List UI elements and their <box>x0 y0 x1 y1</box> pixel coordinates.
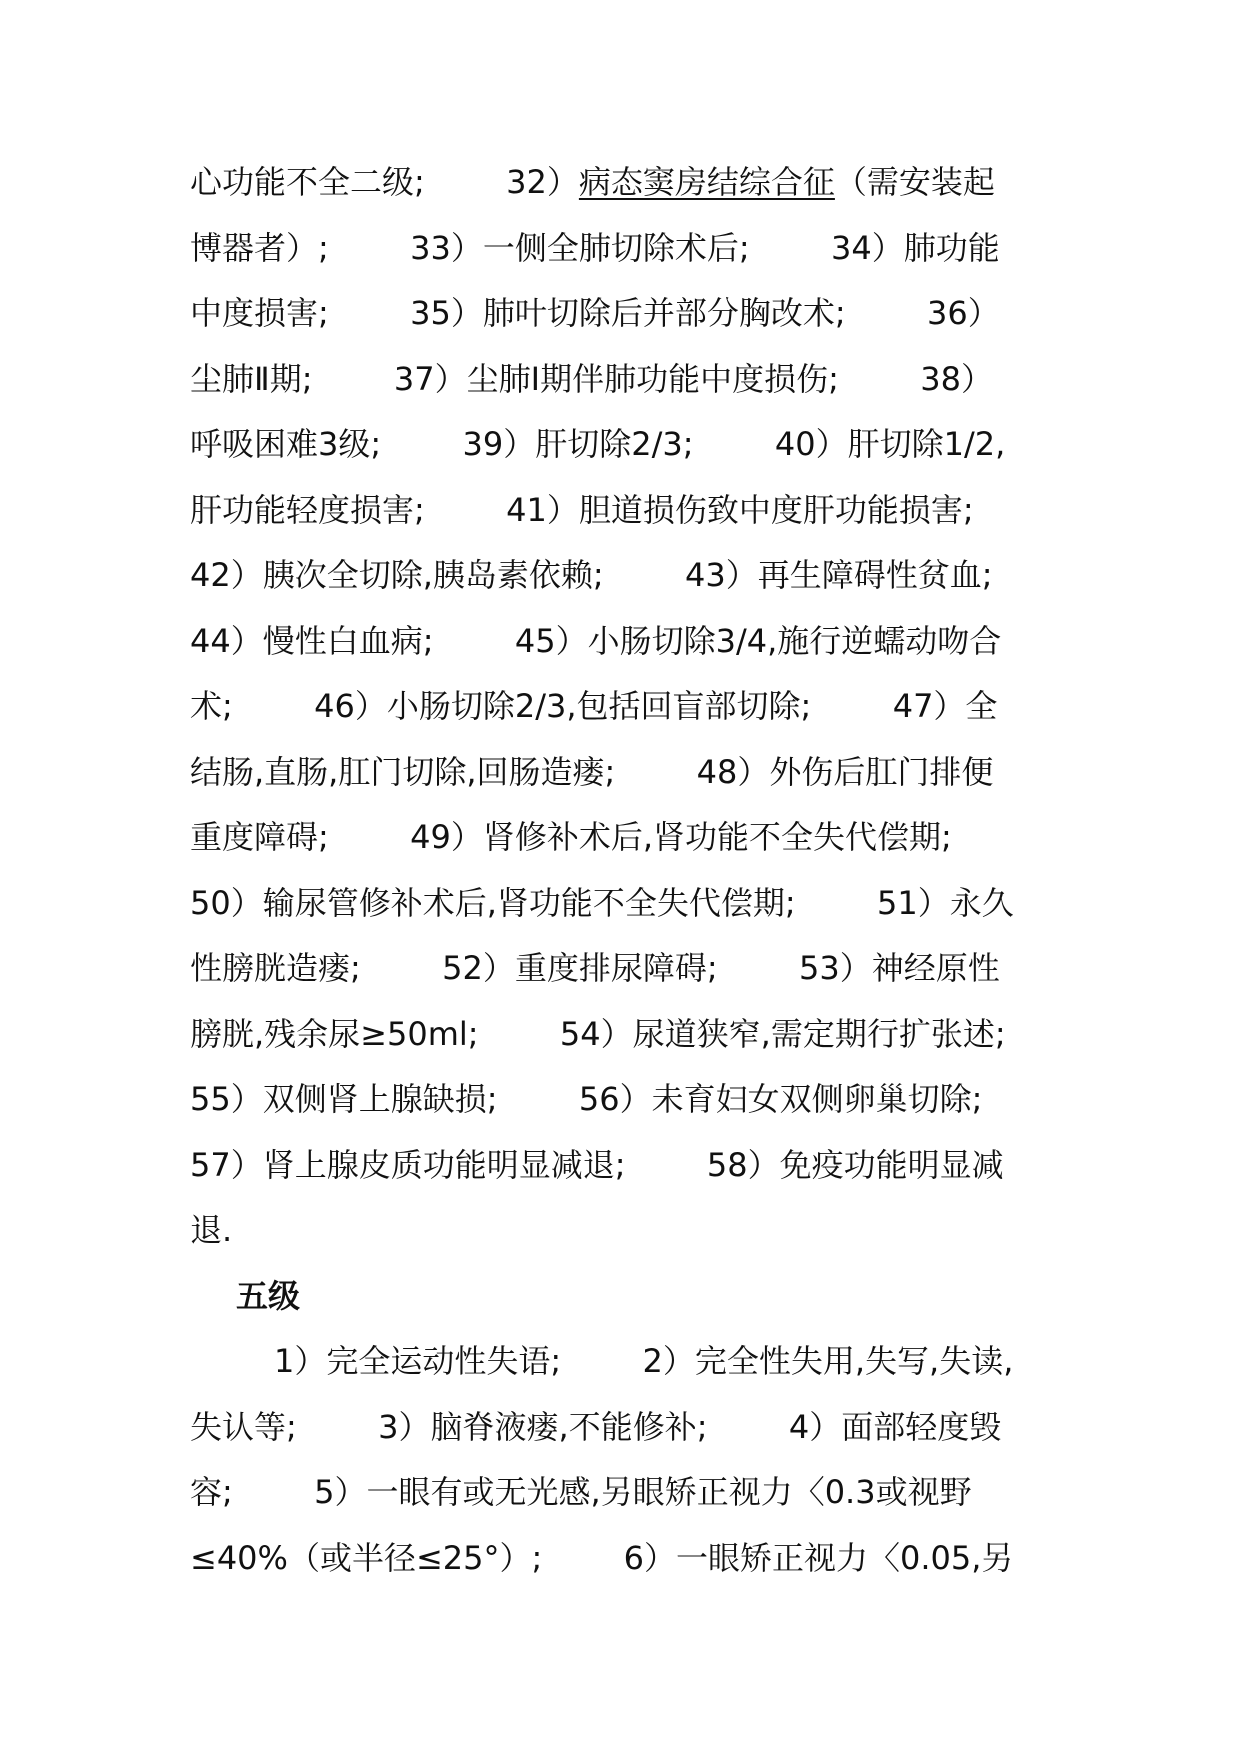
section-line-2: 失认等; 3）脑脊液瘘,不能修补; 4）面部轻度毁 <box>190 1407 1002 1446</box>
text-line-1 <box>190 150 1060 216</box>
text-line-6: 肝功能轻度损害; 41）胆道损伤致中度肝功能损害; <box>190 490 974 529</box>
line-suffix: （需安装起 <box>834 163 995 201</box>
document-page <box>190 150 1060 1591</box>
text-line-4: 尘肺Ⅱ期; 37）尘肺Ⅰ期伴肺功能中度损伤; 38） <box>190 359 993 398</box>
text-line-13: 性膀胱造瘘; 52）重度排尿障碍; 53）神经原性 <box>190 949 1000 987</box>
text-line-16: 57）肾上腺皮质功能明显减退; 58）免疫功能明显减 <box>190 1145 1004 1184</box>
line-prefix: 心功能不全二级; 32） <box>190 163 579 201</box>
text-line-9: 术; 46）小肠切除2/3,包括回盲部切除; 47）全 <box>190 687 998 725</box>
text-line-12: 50）输尿管修补术后,肾功能不全失代偿期; 51）永久 <box>190 883 1014 922</box>
underlined-term: 病态窦房结综合征 <box>578 163 835 201</box>
text-line-7: 42）胰次全切除,胰岛素依赖; 43）再生障碍性贫血; <box>190 556 993 594</box>
section-line-3: 容; 5）一眼有或无光感,另眼矫正视力〈0.3或视野 <box>190 1473 972 1511</box>
section-heading: 五级 <box>236 1276 301 1315</box>
text-line-17: 退. <box>190 1211 233 1249</box>
text-line-2: 博器者）; 33）一侧全肺切除术后; 34）肺功能 <box>190 228 1000 267</box>
text-line-3: 中度损害; 35）肺叶切除后并部分胸改术; 36） <box>190 294 1000 332</box>
text-line-8: 44）慢性白血病; 45）小肠切除3/4,施行逆蠕动吻合 <box>190 621 1002 660</box>
text-line-15: 55）双侧肾上腺缺损; 56）未育妇女双侧卵巢切除; <box>190 1080 983 1118</box>
text-line-11: 重度障碍; 49）肾修补术后,肾功能不全失代偿期; <box>190 818 952 856</box>
section-line-4: ≤40%（或半径≤25°）; 6）一眼矫正视力〈0.05,另 <box>190 1538 1014 1577</box>
text-line-10: 结肠,直肠,肛门切除,回肠造瘘; 48）外伤后肛门排便 <box>190 752 994 791</box>
text-line-14: 膀胱,残余尿≥50ml; 54）尿道狭窄,需定期行扩张述; <box>190 1014 1006 1053</box>
text-line-5: 呼吸困难3级; 39）肝切除2/3; 40）肝切除1/2, <box>190 425 1006 463</box>
section-line-1: 1）完全运动性失语; 2）完全性失用,失写,失读, <box>274 1342 1014 1380</box>
